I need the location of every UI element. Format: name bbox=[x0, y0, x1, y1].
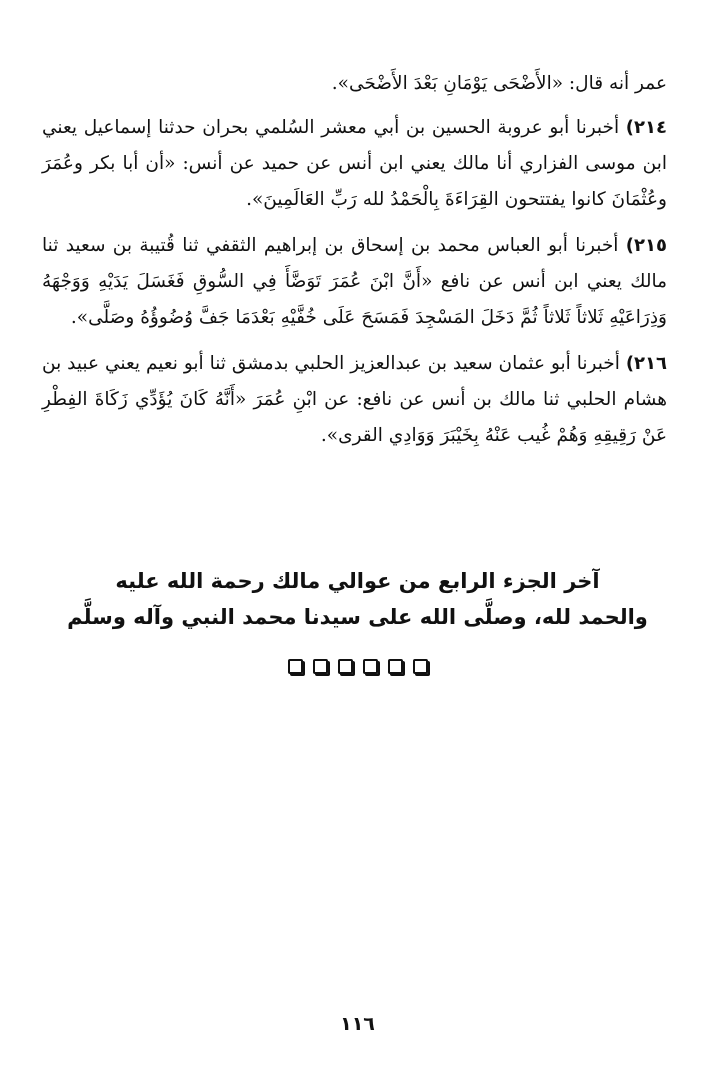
paragraph-text: عمر أنه قال: «الأَضْحَى يَوْمَانِ بَعْدَ الأَضْحَى». bbox=[331, 73, 667, 94]
hadith-text-block bbox=[42, 66, 667, 464]
hadith-215 bbox=[42, 228, 667, 336]
ornament-square-icon bbox=[288, 659, 303, 674]
ornament-square-icon bbox=[338, 659, 353, 674]
ornament-square-icon bbox=[413, 659, 428, 674]
colophon-line-1: آخر الجزء الرابع من عوالي مالك رحمة الله عليه bbox=[115, 569, 600, 593]
hadith-text: أخبرنا أبو العباس محمد بن إسحاق بن إبراهيم الثقفي ثنا قُتيبة بن سعيد ثنا مالك يعني ابن أنس عن نافع «أَنَّ ابْنَ عُمَرَ تَوَضَّأَ فِي السُّوقِ فَغَسَلَ يَدَيْهِ وَوَجْهَهُ وَذِرَاعَيْهِ ثَلاثاً ثَلاثاً ثُمَّ دَخَلَ المَسْجِدَ فَمَسَحَ عَلَى خُفَّيْهِ بَعْدَمَا جَفَّ وُضُوؤُهُ وصَلَّى». bbox=[42, 235, 667, 328]
paragraph-continuation bbox=[42, 66, 667, 102]
hadith-text: أخبرنا أبو عثمان سعيد بن عبدالعزيز الحلبي بدمشق ثنا أبو نعيم يعني عبيد بن هشام الحلبي ثنا مالك بن أنس عن نافع: عن ابْنِ عُمَرَ «أَنَّهُ كَانَ يُؤَدِّي زَكَاةَ الفِطْرِ عَنْ رَقِيقِهِ وَهُمْ غُيب عَنْهُ بِخَيْبَرَ وَوَادِي القرى». bbox=[42, 353, 667, 446]
closing-colophon bbox=[40, 563, 675, 635]
colophon-line-2: والحمد لله، وصلَّى الله على سيدنا محمد النبي وآله وسلَّم bbox=[67, 605, 648, 629]
hadith-number: ٢١٥) bbox=[625, 235, 667, 256]
section-end-ornament bbox=[0, 659, 715, 674]
ornament-square-icon bbox=[363, 659, 378, 674]
hadith-text: أخبرنا أبو عروبة الحسين بن أبي معشر السُلمي بحران حدثنا إسماعيل يعني ابن موسى الفزاري أنا مالك يعني ابن أنس عن حميد عن أنس: «أن أبا بكر وعُمَرَ وعُثْمَانَ كانوا يفتتحون القِرَاءَةَ بِالْحَمْدُ لله رَبِّ العَالَمِينَ». bbox=[42, 117, 667, 210]
ornament-square-icon bbox=[313, 659, 328, 674]
hadith-number: ٢١٤) bbox=[625, 117, 667, 138]
page-number: ١١٦ bbox=[340, 1013, 375, 1035]
hadith-number: ٢١٦) bbox=[625, 353, 668, 374]
hadith-216 bbox=[42, 346, 667, 454]
ornament-square-icon bbox=[388, 659, 403, 674]
hadith-214 bbox=[42, 110, 667, 218]
